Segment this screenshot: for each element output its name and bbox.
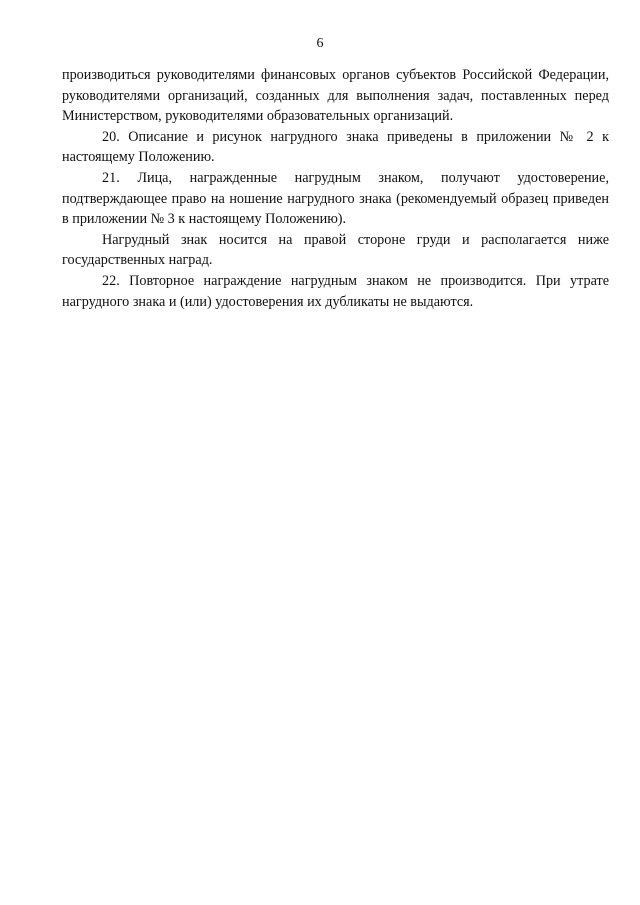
paragraph-22: 22. Повторное награждение нагрудным знаком не производится. При утрате нагрудного знака и (или) удостоверения их дубликаты не выдаются. bbox=[62, 272, 609, 310]
paragraph-20: 20. Описание и рисунок нагрудного знака приведены в приложении № 2 к настоящему Положению. bbox=[62, 128, 609, 166]
document-body bbox=[62, 65, 609, 312]
paragraph-21: 21. Лица, награжденные нагрудным знаком, получают удостоверение, подтверждающее право на ношение нагрудного знака (рекомендуемый образец приведен в приложении № 3 к настоящему Положению). bbox=[62, 169, 609, 228]
page-number: 6 bbox=[316, 36, 324, 51]
paragraph-badge-wearing: Нагрудный знак носится на правой стороне груди и располагается ниже государственных наград. bbox=[62, 231, 609, 269]
paragraph-continuation: производиться руководителями финансовых органов субъектов Российской Федерации, руководителями организаций, созданных для выполнения задач, поставленных перед Министерством, руководителями образовательных организаций. bbox=[62, 67, 609, 125]
